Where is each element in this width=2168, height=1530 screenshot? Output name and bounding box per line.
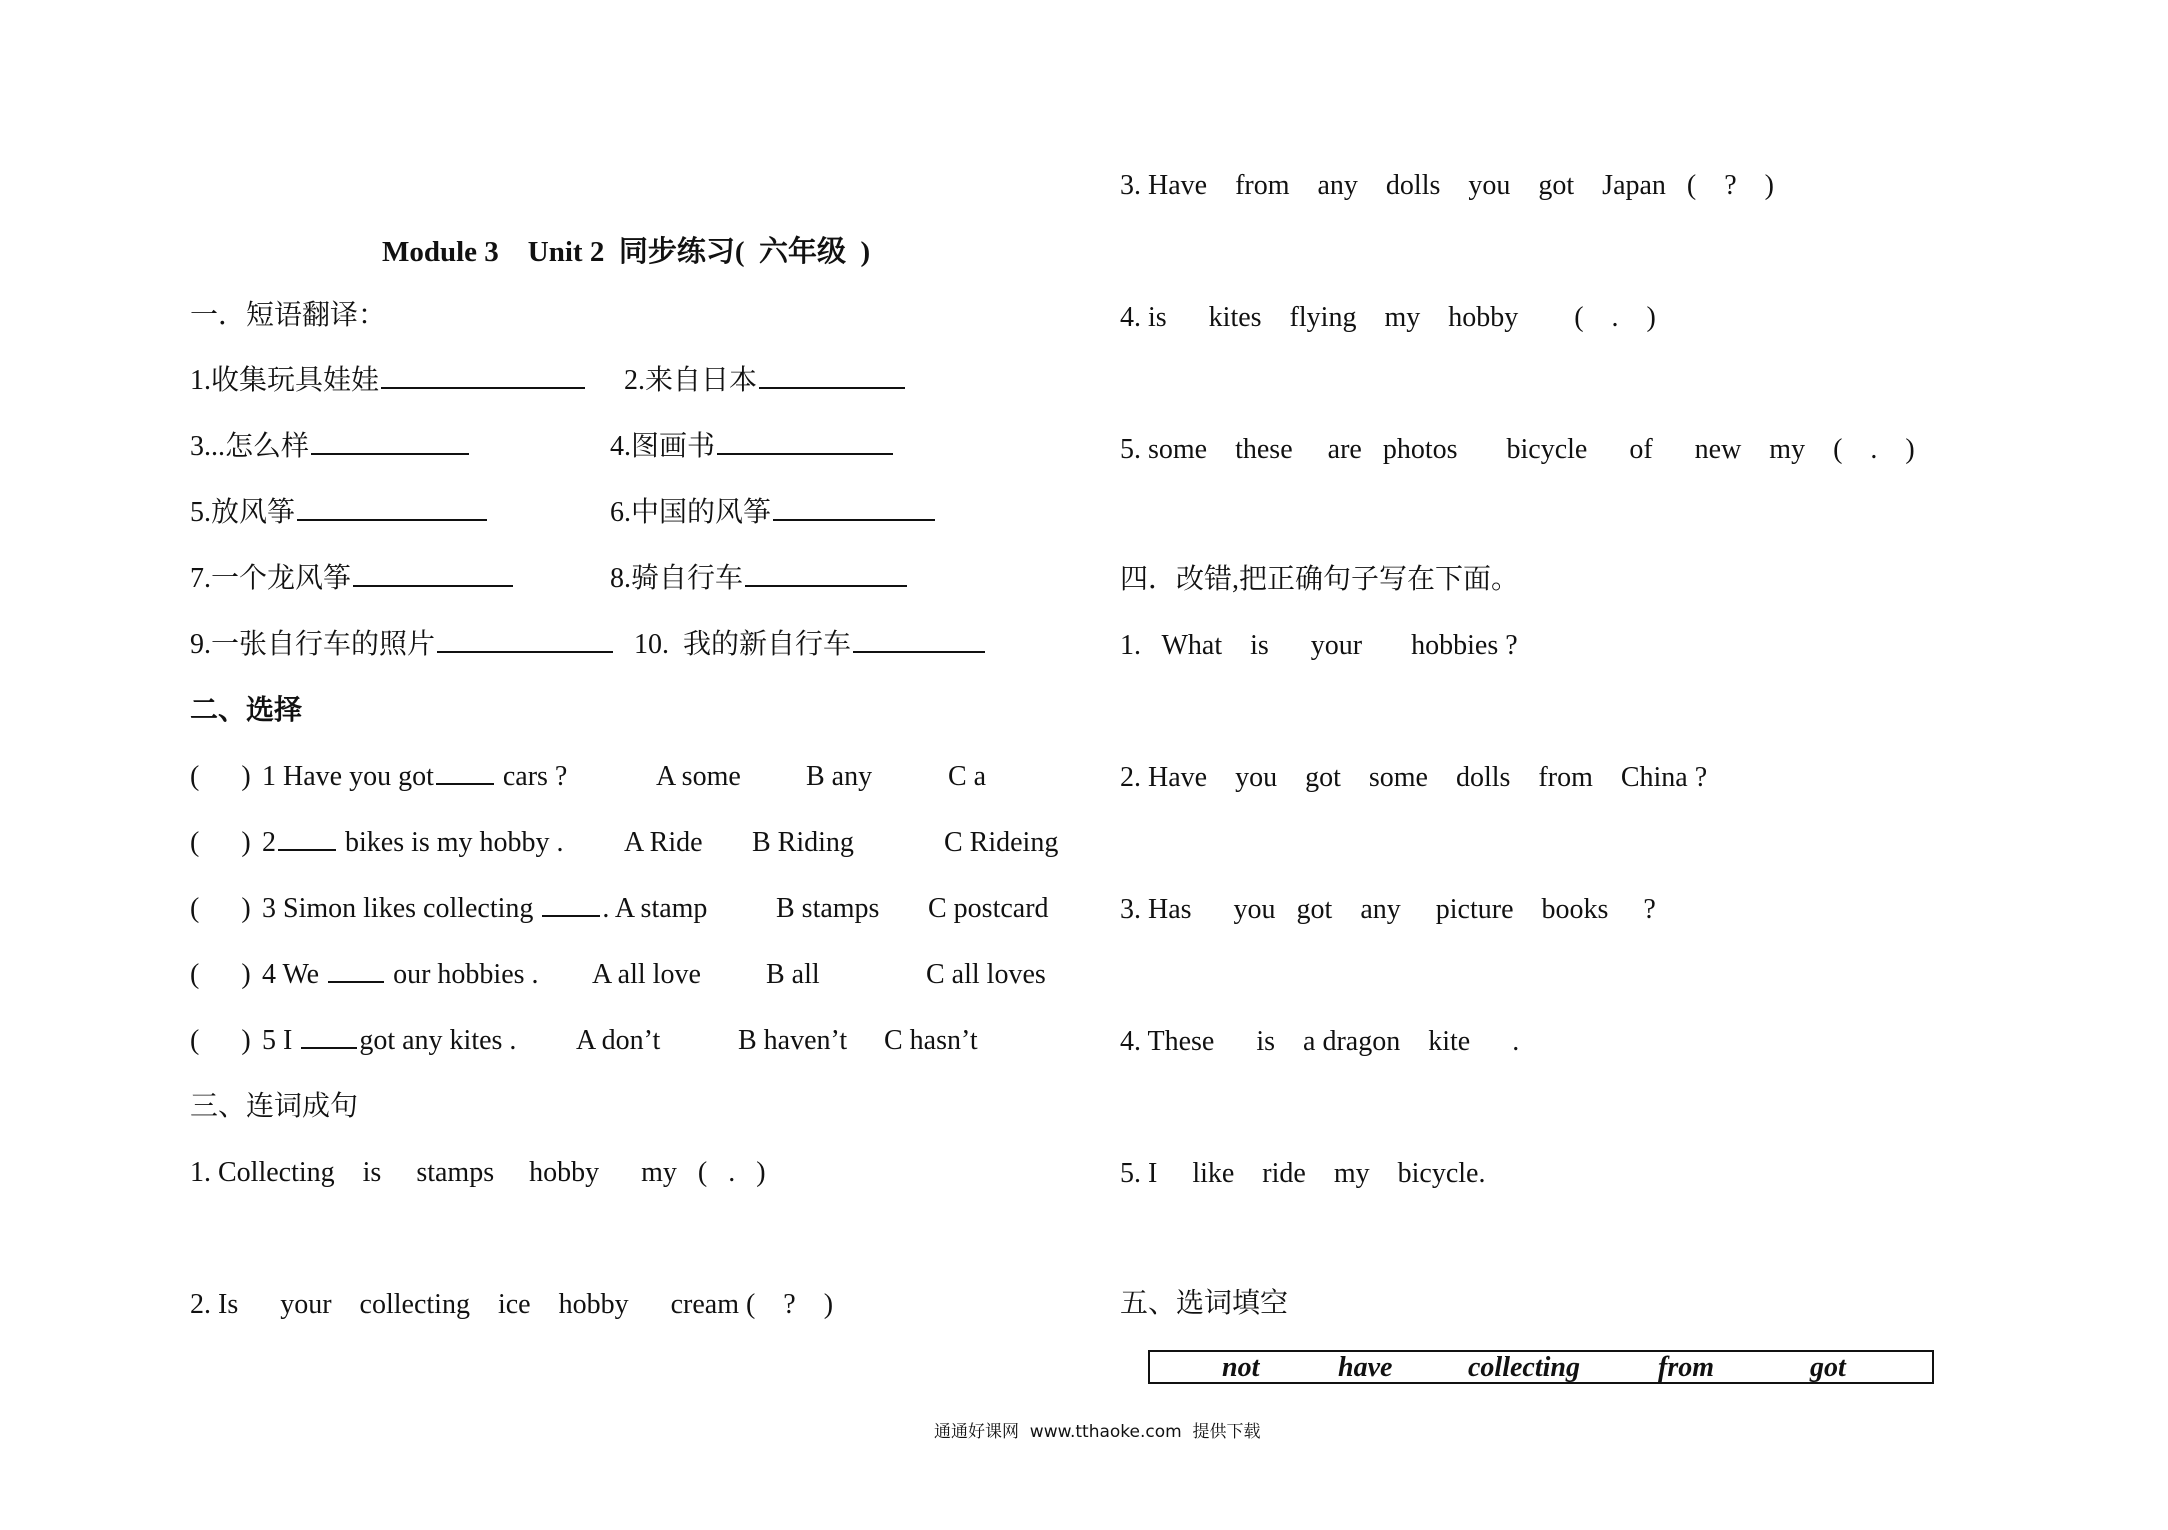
word-bank-word: got (1810, 1352, 1846, 1383)
sentence-item: 5. some these are photos bicycle of new my ( . ) (1120, 434, 1915, 465)
choice-option-b[interactable]: B any (806, 761, 873, 792)
phrase-item: 2.来自日本 (624, 367, 907, 395)
choice-paren: ( ) (190, 893, 251, 924)
section5-heading: 五、选词填空 (1120, 1288, 1289, 1319)
sentence-item: 2. Is your collecting ice hobby cream ( ? ) (190, 1289, 834, 1320)
choice-option-c[interactable]: C hasn’t (884, 1025, 978, 1056)
section1-heading: 一．短语翻译： (190, 300, 387, 331)
sentence-item: 1. Collecting is stamps hobby my ( . ) (190, 1157, 766, 1188)
correction-item: 1. What is your hobbies ? (1120, 630, 1518, 661)
choice-option-b[interactable]: B stamps (776, 893, 880, 924)
answer-blank[interactable] (745, 584, 907, 587)
answer-blank[interactable] (542, 914, 600, 917)
sentence-item: 3. Have from any dolls you got Japan ( ? ) (1120, 170, 1774, 201)
answer-blank[interactable] (353, 584, 513, 587)
choice-stem: 3 Simon likes collecting . A stamp (262, 893, 708, 924)
choice-paren: ( ) (190, 827, 251, 858)
answer-blank[interactable] (381, 386, 585, 389)
phrase-item: 4.图画书 (610, 433, 895, 461)
footer-note: 通通好课网 www.tthaoke.com 提供下载 (934, 1422, 1261, 1442)
word-bank-word: from (1658, 1352, 1714, 1383)
correction-item: 5. I like ride my bicycle. (1120, 1158, 1486, 1189)
choice-option-c[interactable]: C postcard (928, 893, 1049, 924)
choice-option-b[interactable]: B all (766, 959, 820, 990)
choice-option-a[interactable]: A all love (592, 959, 701, 990)
choice-option-c[interactable]: C Rideing (944, 827, 1059, 858)
word-bank-word: have (1338, 1352, 1393, 1383)
phrase-item: 3...怎么样 (190, 433, 471, 461)
answer-blank[interactable] (311, 452, 469, 455)
choice-paren: ( ) (190, 959, 251, 990)
choice-option-c[interactable]: C all loves (926, 959, 1046, 990)
choice-option-a[interactable]: A don’t (576, 1025, 661, 1056)
choice-paren: ( ) (190, 1025, 251, 1056)
answer-blank[interactable] (301, 1046, 357, 1049)
choice-option-b[interactable]: B Riding (752, 827, 854, 858)
choice-stem: 1 Have you got cars ? (262, 761, 568, 792)
section3-heading: 三、连词成句 (190, 1091, 359, 1122)
word-bank-box (1148, 1350, 1934, 1384)
choice-paren: ( ) (190, 761, 251, 792)
sentence-item: 4. is kites flying my hobby ( . ) (1120, 302, 1656, 333)
choice-stem: 5 I got any kites . (262, 1025, 517, 1056)
answer-blank[interactable] (328, 980, 384, 983)
phrase-item: 5.放风筝 (190, 499, 489, 527)
phrase-item: 9.一张自行车的照片 (190, 631, 615, 659)
answer-blank[interactable] (759, 386, 905, 389)
phrase-item: 8.骑自行车 (610, 565, 909, 593)
choice-stem: 2 bikes is my hobby . (262, 827, 564, 858)
phrase-item: 6.中国的风筝 (610, 499, 937, 527)
word-bank-word: not (1222, 1352, 1260, 1383)
answer-blank[interactable] (297, 518, 487, 521)
answer-blank[interactable] (717, 452, 893, 455)
page-title: Module 3 Unit 2 同步练习( 六年级 ) (382, 236, 871, 268)
word-bank-word: collecting (1468, 1352, 1580, 1383)
answer-blank[interactable] (278, 848, 336, 851)
section4-heading: 四．改错,把正确句子写在下面。 (1120, 564, 1520, 595)
choice-option-b[interactable]: B haven’t (738, 1025, 848, 1056)
answer-blank[interactable] (853, 650, 985, 653)
correction-item: 4. These is a dragon kite . (1120, 1026, 1520, 1057)
answer-blank[interactable] (437, 650, 613, 653)
choice-option-c[interactable]: C a (948, 761, 987, 792)
correction-item: 2. Have you got some dolls from China ? (1120, 762, 1708, 793)
section2-heading: 二、选择 (190, 695, 303, 726)
correction-item: 3. Has you got any picture books ? (1120, 894, 1656, 925)
phrase-item: 1.收集玩具娃娃 (190, 367, 587, 395)
answer-blank[interactable] (773, 518, 935, 521)
phrase-item: 10. 我的新自行车 (634, 631, 987, 659)
answer-blank[interactable] (436, 782, 494, 785)
choice-option-a[interactable]: A Ride (624, 827, 703, 858)
choice-stem: 4 We our hobbies . (262, 959, 539, 990)
choice-option-a[interactable]: A some (656, 761, 741, 792)
phrase-item: 7.一个龙风筝 (190, 565, 515, 593)
